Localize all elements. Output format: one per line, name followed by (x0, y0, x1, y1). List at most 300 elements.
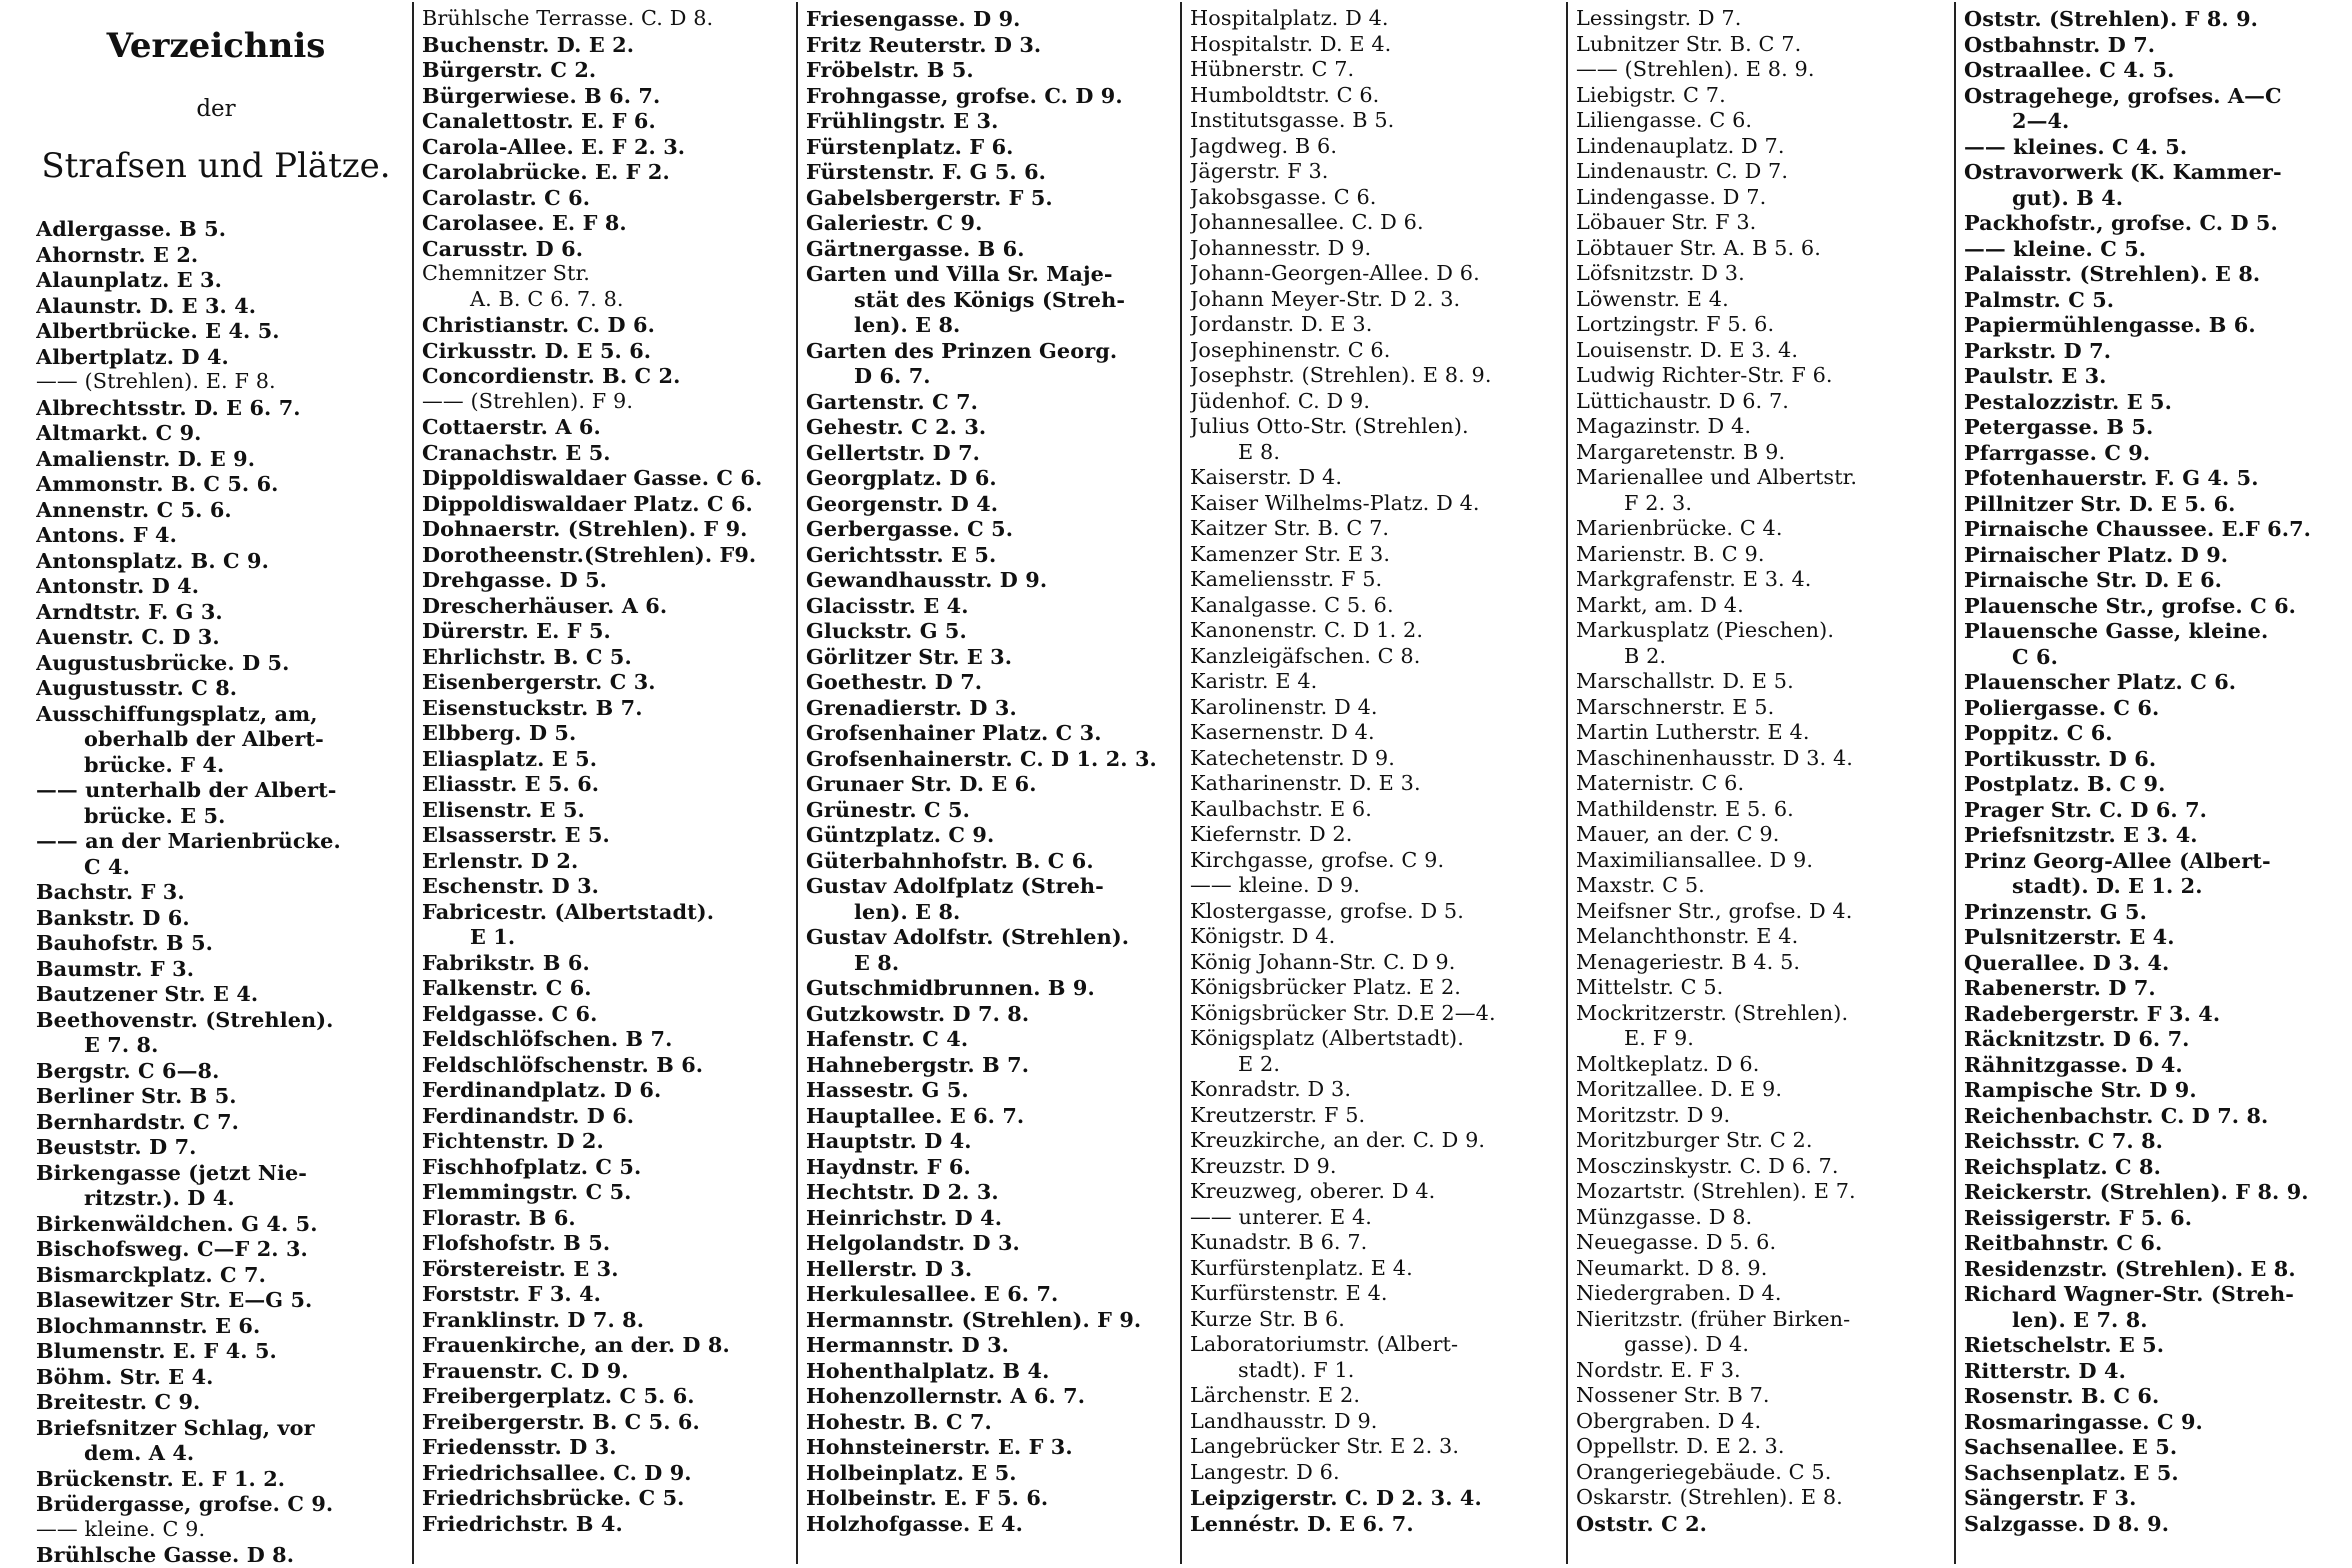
street-entry: Plauenscher Platz. C 6. (1964, 669, 2237, 694)
column-1-entries (36, 216, 396, 1568)
street-entry: Hohestr. B. C 7. (806, 1408, 992, 1434)
street-entry: Richard Wagner-Str. (Streh- (1964, 1281, 2294, 1306)
street-entry: Bischofsweg. C—F 2. 3. (36, 1236, 308, 1261)
street-entry: Adlergasse. B 5. (36, 216, 227, 241)
street-entry: Lärchenstr. E 2. (1190, 1383, 1361, 1407)
heading (36, 26, 396, 186)
street-entry: Brühlsche Gasse. D 8. (36, 1542, 295, 1567)
street-entry: Dürerstr. E. F 5. (422, 618, 611, 643)
street-entry: Kurfürstenplatz. E 4. (1190, 1255, 1413, 1280)
street-entry-continuation: F 2. 3. (1624, 490, 1693, 515)
street-entry: Goethestr. D 7. (806, 669, 983, 694)
street-entry: Poppitz. C 6. (1964, 720, 2113, 745)
street-entry: Residenzstr. (Strehlen). E 8. (1964, 1255, 2296, 1281)
street-entry: Georgenstr. D 4. (806, 490, 999, 516)
street-entry: Ritterstr. D 4. (1964, 1357, 2126, 1383)
street-entry: Menageriestr. B 4. 5. (1576, 949, 1801, 974)
street-entry: Blumenstr. E. F 4. 5. (36, 1338, 277, 1363)
street-entry: Flofshofstr. B 5. (422, 1230, 611, 1255)
street-entry: Jakobsgasse. C 6. (1190, 184, 1377, 209)
street-entry: Eschenstr. D 3. (422, 873, 600, 898)
street-entry: Plauensche Str., grofse. C 6. (1964, 592, 2296, 618)
street-entry: Postplatz. B. C 9. (1964, 771, 2166, 796)
street-entry: Johann Meyer-Str. D 2. 3. (1190, 286, 1461, 311)
street-entry: Sachsenallee. E 5. (1964, 1434, 2178, 1459)
street-entry: Fritz Reuterstr. D 3. (806, 31, 1042, 57)
street-entry: Pestalozzistr. E 5. (1964, 388, 2172, 414)
street-entry: Chemnitzer Str. (422, 261, 590, 285)
street-entry: Pirnaischer Platz. D 9. (1964, 541, 2229, 567)
column-5-entries (1576, 6, 1950, 1536)
street-entry: Frauenstr. C. D 9. (422, 1357, 629, 1383)
column-4-entries (1190, 6, 1562, 1536)
street-entry: Königsbrücker Str. D.E 2—4. (1190, 1000, 1496, 1025)
street-entry: —— kleine. D 9. (1190, 873, 1360, 897)
street-entry: Pirnaische Chaussee. E.F 6.7. (1964, 516, 2312, 541)
street-entry: Königsbrücker Platz. E 2. (1190, 975, 1462, 999)
street-entry: Moritzstr. D 9. (1576, 1102, 1731, 1127)
street-entry: Marienstr. B. C 9. (1576, 541, 1765, 566)
street-entry: Beethovenstr. (Strehlen). (36, 1006, 334, 1032)
street-entry: Eisenstuckstr. B 7. (422, 694, 643, 720)
street-entry: Josephinenstr. C 6. (1190, 337, 1391, 362)
street-entry: Packhofstr., grofse. C. D 5. (1964, 210, 2278, 235)
street-entry: Feldschlöfschenstr. B 6. (422, 1051, 704, 1077)
street-entry: Moritzburger Str. C 2. (1576, 1128, 1813, 1152)
street-entry: Löwenstr. E 4. (1576, 286, 1729, 311)
street-entry: Konradstr. D 3. (1190, 1077, 1352, 1101)
street-entry: Friedrichsbrücke. C 5. (422, 1485, 685, 1510)
street-entry: Ostbahnstr. D 7. (1964, 31, 2156, 57)
street-entry: Marienbrücke. C 4. (1576, 516, 1783, 540)
street-entry: Baumstr. F 3. (36, 955, 195, 981)
street-entry: Paulstr. E 3. (1964, 363, 2107, 388)
street-entry: Hospitalplatz. D 4. (1190, 6, 1389, 30)
street-entry: Lortzingstr. F 5. 6. (1576, 312, 1775, 336)
street-entry: Hospitalstr. D. E 4. (1190, 31, 1392, 56)
street-entry: Brühlsche Terrasse. C. D 8. (422, 6, 714, 30)
street-entry: Katechetenstr. D 9. (1190, 745, 1395, 770)
street-entry: Oststr. C 2. (1576, 1510, 1707, 1536)
street-entry: Ferdinandstr. D 6. (422, 1102, 635, 1128)
street-entry: Pfarrgasse. C 9. (1964, 439, 2151, 465)
column-1 (36, 0, 396, 1568)
street-entry-continuation: len). E 7. 8. (2012, 1306, 2148, 1332)
street-entry: Gustav Adolfplatz (Streh- (806, 873, 1104, 898)
street-entry: Maternistr. C 6. (1576, 771, 1745, 795)
street-entry: Orangeriegebäude. C 5. (1576, 1459, 1832, 1484)
street-entry: Hauptallee. E 6. 7. (806, 1102, 1025, 1128)
street-entry: Birkengasse (jetzt Nie- (36, 1159, 308, 1185)
street-entry: Marschallstr. D. E 5. (1576, 669, 1794, 693)
street-entry: Gehestr. C 2. 3. (806, 414, 987, 439)
street-entry: —— (Strehlen). F 9. (422, 388, 634, 413)
street-entry: Königsplatz (Albertstadt). (1190, 1026, 1464, 1050)
column-2-entries (422, 6, 786, 1536)
street-entry: Karolinenstr. D 4. (1190, 694, 1378, 719)
street-entry: Nossener Str. B 7. (1576, 1383, 1770, 1407)
street-entry: Fürstenstr. F. G 5. 6. (806, 159, 1047, 184)
street-entry: Elisenstr. E 5. (422, 796, 585, 822)
street-entry: Bürgerstr. C 2. (422, 57, 597, 82)
street-entry: Ostragehege, grofses. A—C (1964, 82, 2282, 108)
street-entry: Radebergerstr. F 3. 4. (1964, 1000, 2221, 1026)
street-entry: Holzhofgasse. E 4. (806, 1510, 1023, 1536)
street-entry: Hassestr. G 5. (806, 1077, 969, 1102)
street-entry: Mauer, an der. C 9. (1576, 822, 1780, 846)
street-entry: Laboratoriumstr. (Albert- (1190, 1332, 1459, 1356)
street-entry: Augustusbrücke. D 5. (36, 649, 290, 675)
street-entry: —— unterer. E 4. (1190, 1204, 1373, 1229)
column-divider (412, 2, 414, 1564)
street-entry: Markgrafenstr. E 3. 4. (1576, 567, 1812, 591)
street-entry: Reitbahnstr. C 6. (1964, 1230, 2163, 1255)
street-entry: Landhausstr. D 9. (1190, 1408, 1378, 1433)
street-entry-continuation: 2—4. (2012, 108, 2070, 133)
street-entry: Rampische Str. D 9. (1964, 1077, 2197, 1102)
street-entry: Petergasse. B 5. (1964, 414, 2154, 439)
street-entry: Güterbahnhofstr. B. C 6. (806, 847, 1094, 873)
street-entry: Elbberg. D 5. (422, 720, 577, 745)
street-entry: Bismarckplatz. C 7. (36, 1261, 266, 1287)
street-entry: Feldschlöfschen. B 7. (422, 1026, 673, 1051)
street-entry: Alaunstr. D. E 3. 4. (36, 292, 257, 318)
street-entry: Gärtnergasse. B 6. (806, 235, 1025, 261)
street-entry: Freibergerplatz. C 5. 6. (422, 1383, 695, 1408)
street-entry: Fürstenplatz. F 6. (806, 133, 1014, 159)
street-entry: Hechtstr. D 2. 3. (806, 1179, 999, 1204)
street-entry: Reichenbachstr. C. D 7. 8. (1964, 1102, 2269, 1128)
street-entry: Carolasee. E. F 8. (422, 210, 627, 235)
street-entry: Jagdweg. B 6. (1190, 133, 1338, 158)
street-entry: Arndtstr. F. G 3. (36, 598, 223, 624)
street-entry: Nordstr. E. F 3. (1576, 1357, 1741, 1382)
street-entry: Lindengasse. D 7. (1576, 184, 1767, 209)
street-entry: Niedergraben. D 4. (1576, 1281, 1782, 1305)
street-entry: Reichsstr. C 7. 8. (1964, 1128, 2164, 1153)
street-entry: Haydnstr. F 6. (806, 1153, 971, 1179)
street-entry: Garten und Villa Sr. Maje- (806, 261, 1113, 286)
street-entry: Frühlingstr. E 3. (806, 108, 999, 133)
street-entry: Fichtenstr. D 2. (422, 1128, 604, 1153)
street-entry: Papiermühlengasse. B 6. (1964, 312, 2256, 337)
street-entry: Prager Str. C. D 6. 7. (1964, 796, 2207, 822)
street-entry: Frohngasse, grofse. C. D 9. (806, 82, 1123, 108)
column-divider (1954, 2, 1956, 1564)
street-entry: Reickerstr. (Strehlen). F 8. 9. (1964, 1179, 2309, 1204)
street-entry: Gutschmidbrunnen. B 9. (806, 975, 1095, 1000)
street-entry: Dippoldiswaldaer Platz. C 6. (422, 490, 753, 516)
street-entry: Augustusstr. C 8. (36, 675, 238, 700)
street-entry: Ostravorwerk (K. Kammer- (1964, 159, 2282, 184)
street-entry: Moritzallee. D. E 9. (1576, 1077, 1783, 1101)
street-entry-continuation: dem. A 4. (84, 1440, 195, 1465)
street-entry: Jüdenhof. C. D 9. (1190, 388, 1371, 413)
street-entry: Birkenwäldchen. G 4. 5. (36, 1210, 318, 1236)
street-entry: Berliner Str. B 5. (36, 1083, 237, 1108)
street-entry: Annenstr. C 5. 6. (36, 496, 232, 522)
street-entry-continuation: len). E 8. (854, 898, 961, 924)
street-entry-continuation: E 7. 8. (84, 1032, 159, 1057)
street-entry: Buchenstr. D. E 2. (422, 31, 635, 57)
street-entry: Bachstr. F 3. (36, 879, 185, 904)
street-entry: Friesengasse. D 9. (806, 6, 1021, 31)
street-entry: Grünestr. C 5. (806, 796, 970, 822)
street-entry: Bergstr. C 6—8. (36, 1057, 220, 1083)
street-entry: Freibergerstr. B. C 5. 6. (422, 1408, 700, 1434)
street-entry: Heinrichstr. D 4. (806, 1204, 1003, 1230)
heading-der: der (196, 96, 236, 122)
street-entry: Parkstr. D 7. (1964, 337, 2112, 363)
street-entry: Markusplatz (Pieschen). (1576, 618, 1835, 642)
street-entry: Moltkeplatz. D 6. (1576, 1051, 1760, 1076)
street-entry: Blasewitzer Str. E—G 5. (36, 1287, 313, 1312)
street-entry: Jägerstr. F 3. (1190, 159, 1329, 183)
street-entry: Johann-Georgen-Allee. D 6. (1190, 261, 1480, 285)
street-entry: Sängerstr. F 3. (1964, 1485, 2137, 1510)
street-entry: Kreuzweg, oberer. D 4. (1190, 1179, 1436, 1203)
street-entry: Ausschiffungsplatz, am, (36, 700, 318, 726)
street-entry: Dorotheenstr.(Strehlen). F9. (422, 541, 757, 567)
street-entry: Helgolandstr. D 3. (806, 1230, 1020, 1255)
column-6-entries (1964, 6, 2348, 1536)
street-entry: Elsasserstr. E 5. (422, 822, 610, 847)
column-6 (1964, 0, 2348, 1568)
street-entry: Katharinenstr. D. E 3. (1190, 771, 1421, 795)
street-entry: Böhm. Str. E 4. (36, 1363, 214, 1389)
street-entry: Dippoldiswaldaer Gasse. C 6. (422, 465, 763, 490)
street-entry: Grunaer Str. D. E 6. (806, 771, 1037, 796)
street-entry: Friedrichsallee. C. D 9. (422, 1459, 692, 1485)
street-entry: Kanonenstr. C. D 1. 2. (1190, 618, 1424, 642)
street-entry: Carolabrücke. E. F 2. (422, 159, 670, 184)
street-entry: Kirchgasse, grofse. C 9. (1190, 847, 1445, 872)
street-entry: Rabenerstr. D 7. (1964, 975, 2156, 1000)
street-entry: Langestr. D 6. (1190, 1459, 1340, 1484)
street-entry: Dohnaerstr. (Strehlen). F 9. (422, 516, 748, 541)
street-entry: Garten des Prinzen Georg. (806, 337, 1118, 363)
column-3-entries (806, 6, 1176, 1536)
street-entry-continuation: brücke. F 4. (84, 751, 225, 777)
street-entry: Königstr. D 4. (1190, 924, 1336, 948)
street-entry: Hauptstr. D 4. (806, 1128, 972, 1153)
street-entry: Kunadstr. B 6. 7. (1190, 1230, 1368, 1254)
street-entry: Kaiser Wilhelms-Platz. D 4. (1190, 490, 1480, 515)
street-entry: Kreuzkirche, an der. C. D 9. (1190, 1128, 1486, 1152)
street-entry: Oppellstr. D. E 2. 3. (1576, 1434, 1785, 1458)
street-entry: Lüttichaustr. D 6. 7. (1576, 388, 1789, 413)
street-entry: Bauhofstr. B 5. (36, 930, 213, 955)
street-entry: Fabricestr. (Albertstadt). (422, 898, 715, 924)
street-entry: Humboldtstr. C 6. (1190, 82, 1380, 107)
street-entry: Oststr. (Strehlen). F 8. 9. (1964, 6, 2258, 31)
street-entry: Mittelstr. C 5. (1576, 975, 1724, 999)
column-divider (796, 2, 798, 1564)
street-entry: Rähnitzgasse. D 4. (1964, 1051, 2183, 1077)
street-entry: Albertbrücke. E 4. 5. (36, 318, 280, 343)
street-entry: Rosmaringasse. C 9. (1964, 1408, 2203, 1434)
street-entry: Forststr. F 3. 4. (422, 1281, 601, 1306)
street-entry: Holbeinplatz. E 5. (806, 1459, 1017, 1485)
street-entry: Blochmannstr. E 6. (36, 1312, 261, 1338)
column-2 (422, 0, 786, 1568)
street-entry: Eliasstr. E 5. 6. (422, 771, 600, 796)
street-entry: Johannesallee. C. D 6. (1190, 210, 1424, 234)
column-5 (1576, 0, 1950, 1568)
street-entry: Christianstr. C. D 6. (422, 312, 655, 337)
street-entry: Löfsnitzstr. D 3. (1576, 261, 1745, 285)
street-entry: Gutzkowstr. D 7. 8. (806, 1000, 1030, 1026)
street-entry: Grenadierstr. D 3. (806, 694, 1017, 720)
street-entry: Mathildenstr. E 5. 6. (1576, 796, 1794, 821)
street-entry: Cirkusstr. D. E 5. 6. (422, 337, 652, 363)
street-entry-continuation: B 2. (1624, 643, 1667, 668)
street-entry: Lindenauplatz. D 7. (1576, 133, 1785, 158)
street-entry: Hafenstr. C 4. (806, 1026, 969, 1051)
street-entry: Alaunplatz. E 3. (36, 267, 222, 292)
street-entry: Pirnaische Str. D. E 6. (1964, 567, 2222, 592)
street-entry: Hübnerstr. C 7. (1190, 57, 1355, 81)
street-entry: Liliengasse. C 6. (1576, 108, 1753, 132)
street-entry: Galeriestr. C 9. (806, 210, 983, 235)
street-entry: Prinz Georg-Allee (Albert- (1964, 847, 2271, 873)
street-entry: —— kleine. C 5. (1964, 235, 2147, 261)
street-entry: Georgplatz. D 6. (806, 465, 997, 490)
street-entry: Hellerstr. D 3. (806, 1255, 973, 1281)
street-entry: Franklinstr. D 7. 8. (422, 1306, 645, 1332)
street-entry: Beuststr. D 7. (36, 1134, 197, 1159)
street-entry: —— kleines. C 4. 5. (1964, 133, 2188, 159)
street-entry: Julius Otto-Str. (Strehlen). (1190, 414, 1469, 438)
street-entry: Ludwig Richter-Str. F 6. (1576, 363, 1833, 387)
column-3 (806, 0, 1176, 1568)
street-entry: Kurze Str. B 6. (1190, 1306, 1346, 1331)
street-entry: Flemmingstr. C 5. (422, 1179, 632, 1204)
street-entry-continuation: E 1. (470, 924, 516, 949)
street-entry: Hohenzollernstr. A 6. 7. (806, 1383, 1086, 1408)
street-entry: Altmarkt. C 9. (36, 420, 202, 445)
street-entry: Rietschelstr. E 5. (1964, 1332, 2165, 1357)
street-entry: Gabelsbergerstr. F 5. (806, 184, 1053, 210)
street-entry: Kasernenstr. D 4. (1190, 720, 1375, 744)
street-entry: Mozartstr. (Strehlen). E 7. (1576, 1179, 1856, 1203)
street-entry-continuation: stadt). D. E 1. 2. (2012, 873, 2203, 898)
street-entry: Löbauer Str. F 3. (1576, 210, 1757, 234)
street-entry-continuation: E 2. (1238, 1051, 1281, 1076)
page-title: Verzeichnis (106, 26, 326, 66)
street-entry: Liebigstr. C 7. (1576, 82, 1726, 107)
street-entry: Ahornstr. E 2. (36, 241, 199, 267)
street-entry: Kanalgasse. C 5. 6. (1190, 592, 1394, 617)
street-entry: Fröbelstr. B 5. (806, 57, 974, 82)
street-entry: Langebrücker Str. E 2. 3. (1190, 1434, 1460, 1458)
street-entry: Melanchthonstr. E 4. (1576, 924, 1799, 948)
street-entry: Bernhardstr. C 7. (36, 1108, 240, 1134)
street-entry: Kaitzer Str. B. C 7. (1190, 516, 1390, 540)
street-entry: Institutsgasse. B 5. (1190, 108, 1395, 132)
street-entry: Kaiserstr. D 4. (1190, 465, 1343, 489)
street-entry: Kreuzstr. D 9. (1190, 1153, 1337, 1178)
street-entry: —— unterhalb der Albert- (36, 777, 337, 802)
street-entry: Fabrikstr. B 6. (422, 949, 590, 975)
street-entry-continuation: stät des Königs (Streh- (854, 286, 1126, 312)
street-entry: Bautzener Str. E 4. (36, 981, 259, 1006)
street-entry-continuation: len). E 8. (854, 312, 961, 337)
street-entry: Kaulbachstr. E 6. (1190, 796, 1372, 821)
street-entry: Magazinstr. D 4. (1576, 414, 1752, 438)
street-entry: Maxstr. C 5. (1576, 873, 1705, 897)
street-entry-continuation: oberhalb der Albert- (84, 726, 324, 751)
street-entry: Palaisstr. (Strehlen). E 8. (1964, 261, 2261, 286)
street-entry: Frauenkirche, an der. D 8. (422, 1332, 730, 1357)
street-entry: Ehrlichstr. B. C 5. (422, 643, 632, 669)
column-divider (1180, 2, 1182, 1564)
street-entry: Grofsenhainerstr. C. D 1. 2. 3. (806, 745, 1157, 771)
street-entry: Drescherhäuser. A 6. (422, 592, 668, 618)
street-entry: Nieritzstr. (früher Birken- (1576, 1306, 1851, 1331)
street-entry: Marschnerstr. E 5. (1576, 694, 1775, 719)
street-entry-continuation: E 8. (1238, 439, 1281, 464)
street-entry: Neuegasse. D 5. 6. (1576, 1230, 1777, 1254)
street-entry-continuation: C 4. (84, 853, 130, 879)
street-entry-continuation: E. F 9. (1624, 1026, 1694, 1050)
street-entry: Sachsenplatz. E 5. (1964, 1459, 2179, 1485)
street-entry-continuation: C 6. (2012, 643, 2058, 669)
street-entry: Eisenbergerstr. C 3. (422, 669, 656, 694)
street-entry: Fischhofplatz. C 5. (422, 1153, 642, 1179)
street-entry: Jordanstr. D. E 3. (1190, 312, 1373, 336)
street-entry: Gewandhausstr. D 9. (806, 567, 1048, 592)
street-entry: Münzgasse. D 8. (1576, 1204, 1753, 1229)
street-entry: Amalienstr. D. E 9. (36, 445, 256, 471)
street-entry: Neumarkt. D 8. 9. (1576, 1255, 1768, 1280)
street-entry: Carolastr. C 6. (422, 184, 591, 210)
street-entry: Herkulesallee. E 6. 7. (806, 1281, 1059, 1306)
street-entry: Plauensche Gasse, kleine. (1964, 618, 2269, 643)
street-entry: Hahnebergstr. B 7. (806, 1051, 1030, 1077)
street-entry: Albertplatz. D 4. (36, 343, 229, 369)
street-entry: Obergraben. D 4. (1576, 1408, 1762, 1433)
street-entry: Mockritzerstr. (Strehlen). (1576, 1000, 1849, 1025)
street-entry: Grofsenhainer Platz. C 3. (806, 720, 1102, 745)
street-entry: —— kleine. C 9. (36, 1516, 206, 1541)
street-entry-continuation: ritzstr.). D 4. (84, 1185, 235, 1210)
street-entry: Palmstr. C 5. (1964, 286, 2115, 312)
street-entry: Cottaerstr. A 6. (422, 414, 601, 439)
street-entry: Leipzigerstr. C. D 2. 3. 4. (1190, 1485, 1482, 1510)
street-entry: Kamenzer Str. E 3. (1190, 541, 1391, 566)
street-entry: Canalettostr. E. F 6. (422, 108, 656, 133)
page-subtitle: Strafsen und Plätze. (41, 146, 391, 186)
street-entry: Markt, am. D 4. (1576, 592, 1744, 617)
street-entry: Portikusstr. D 6. (1964, 745, 2157, 771)
street-entry: Holbeinstr. E. F 5. 6. (806, 1485, 1049, 1510)
street-entry: Oskarstr. (Strehlen). E 8. (1576, 1485, 1843, 1509)
street-entry: Lindenaustr. C. D 7. (1576, 159, 1789, 183)
street-entry: Briefsnitzer Schlag, vor (36, 1414, 315, 1440)
street-entry: Glacisstr. E 4. (806, 592, 969, 618)
street-entry: Klostergasse, grofse. D 5. (1190, 898, 1464, 923)
street-entry: Lennéstr. D. E 6. 7. (1190, 1510, 1414, 1536)
street-entry: —— (Strehlen). E. F 8. (36, 369, 276, 393)
street-entry: Kreutzerstr. F 5. (1190, 1102, 1366, 1127)
street-entry: Friedrichstr. B 4. (422, 1510, 623, 1536)
street-entry: Lubnitzer Str. B. C 7. (1576, 31, 1802, 56)
street-entry: Gartenstr. C 7. (806, 388, 978, 414)
street-entry: Pfotenhauerstr. F. G 4. 5. (1964, 465, 2259, 490)
street-entry: Meifsner Str., grofse. D 4. (1576, 898, 1853, 923)
street-entry: Rosenstr. B. C 6. (1964, 1383, 2160, 1408)
